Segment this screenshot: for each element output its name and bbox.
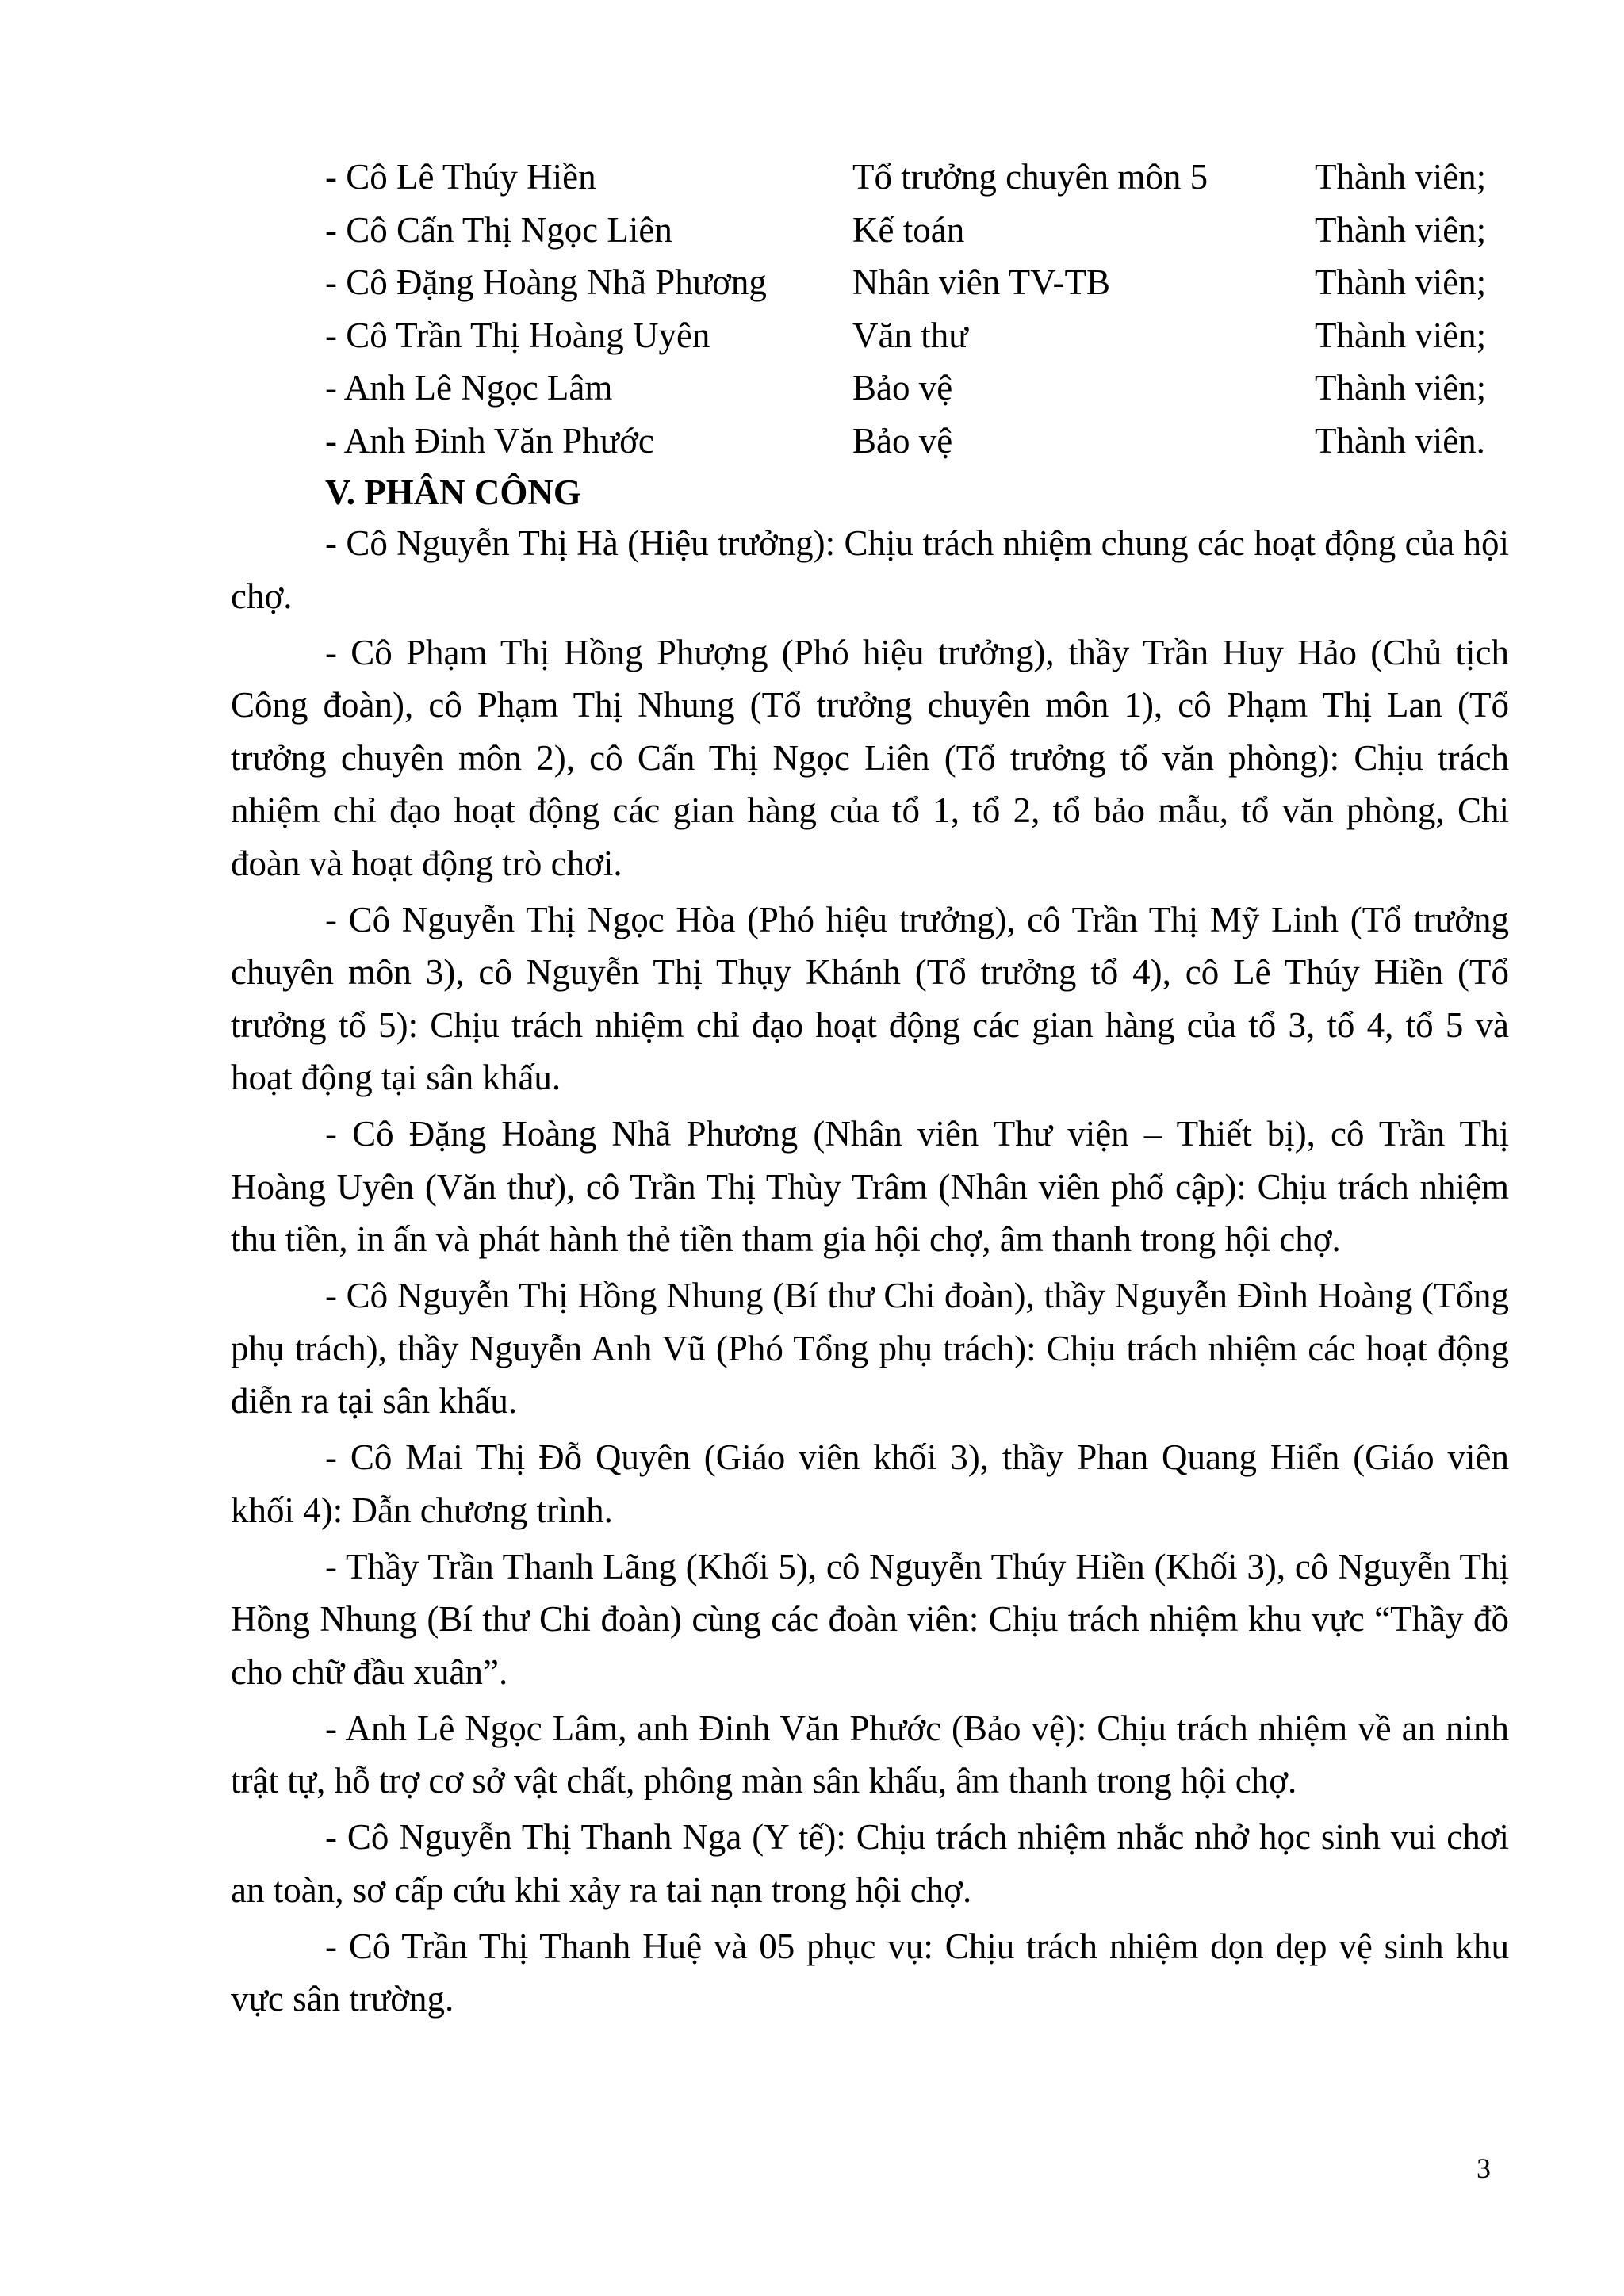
member-row (325, 362, 1515, 415)
assignment-paragraph: - Thầy Trần Thanh Lãng (Khối 5), cô Nguyễn Thúy Hiền (Khối 3), cô Nguyễn Thị Hồng Nhung (Bí thư Chi đoàn) cùng các đoàn viên: Chịu trách nhiệm khu vực “Thầy đồ cho chữ đầu xuân”. (231, 1546, 1509, 1692)
member-role: Kế toán (852, 209, 965, 250)
member-name: - Cô Đặng Hoàng Nhã Phương (325, 262, 767, 302)
assignment-paragraph: - Cô Trần Thị Thanh Huệ và 05 phục vụ: Chịu trách nhiệm dọn dẹp vệ sinh khu vực sân trường. (231, 1926, 1509, 2019)
assignment-paragraph: - Cô Nguyễn Thị Thanh Nga (Y tế): Chịu trách nhiệm nhắc nhở học sinh vui chơi an toàn, sơ cấp cứu khi xảy ra tai nạn trong hội chợ. (231, 1817, 1509, 1910)
member-row (325, 415, 1515, 468)
assignment-paragraph: - Cô Mai Thị Đỗ Quyên (Giáo viên khối 3), thầy Phan Quang Hiển (Giáo viên khối 4): Dẫn chương trình. (231, 1437, 1509, 1530)
member-role: Tổ trưởng chuyên môn 5 (852, 157, 1208, 197)
assignment-paragraph: - Cô Nguyễn Thị Ngọc Hòa (Phó hiệu trưởng), cô Trần Thị Mỹ Linh (Tổ trưởng chuyên môn 3), cô Nguyễn Thị Thụy Khánh (Tổ trưởng tổ 4), cô Lê Thúy Hiền (Tổ trưởng tổ 5): Chịu trách nhiệm chỉ đạo hoạt động các gian hàng của tổ 3, tổ 4, tổ 5 và hoạt động tại sân khấu. (231, 899, 1509, 1097)
member-name: - Cô Cấn Thị Ngọc Liên (325, 209, 672, 250)
assignment-paragraph: - Cô Nguyễn Thị Hồng Nhung (Bí thư Chi đoàn), thầy Nguyễn Đình Hoàng (Tổng phụ trách), thầy Nguyễn Anh Vũ (Phó Tổng phụ trách): Chịu trách nhiệm các hoạt động diễn ra tại sân khấu. (231, 1276, 1509, 1421)
assignment-paragraph: - Cô Đặng Hoàng Nhã Phương (Nhân viên Thư viện – Thiết bị), cô Trần Thị Hoàng Uyên (Văn thư), cô Trần Thị Thùy Trâm (Nhân viên phổ cập): Chịu trách nhiệm thu tiền, in ấn và phát hành thẻ tiền tham gia hội chợ, âm thanh trong hội chợ. (231, 1114, 1509, 1259)
member-name: - Anh Lê Ngọc Lâm (325, 368, 613, 408)
member-row (325, 204, 1515, 257)
assignment-paragraph: - Cô Phạm Thị Hồng Phượng (Phó hiệu trưởng), thầy Trần Huy Hảo (Chủ tịch Công đoàn), cô Phạm Thị Nhung (Tổ trưởng chuyên môn 1), cô Phạm Thị Lan (Tổ trưởng chuyên môn 2), cô Cấn Thị Ngọc Liên (Tổ trưởng tổ văn phòng): Chịu trách nhiệm chỉ đạo hoạt động các gian hàng của tổ 1, tổ 2, tổ bảo mẫu, tổ văn phòng, Chi đoàn và hoạt động trò chơi. (231, 632, 1509, 883)
assignment-list (231, 517, 1509, 2029)
member-status: Thành viên; (1315, 209, 1487, 250)
member-role: Bảo vệ (852, 368, 953, 408)
member-status: Thành viên; (1315, 368, 1487, 408)
member-list (325, 151, 1515, 467)
member-row (325, 151, 1515, 204)
assignment-paragraph: - Anh Lê Ngọc Lâm, anh Đinh Văn Phước (Bảo vệ): Chịu trách nhiệm về an ninh trật tự, hỗ trợ cơ sở vật chất, phông màn sân khấu, âm thanh trong hội chợ. (231, 1708, 1509, 1800)
page-number: 3 (1477, 2152, 1491, 2184)
member-status: Thành viên; (1315, 157, 1487, 197)
member-row (325, 256, 1515, 309)
member-role: Bảo vệ (852, 420, 953, 461)
member-name: - Cô Trần Thị Hoàng Uyên (325, 315, 710, 355)
member-status: Thành viên; (1315, 315, 1487, 355)
member-status: Thành viên; (1315, 262, 1487, 302)
member-role: Văn thư (852, 315, 968, 355)
section-heading: V. PHÂN CÔNG (325, 473, 581, 512)
member-name: - Cô Lê Thúy Hiền (325, 157, 596, 197)
member-row (325, 309, 1515, 362)
member-status: Thành viên. (1315, 420, 1485, 461)
member-role: Nhân viên TV-TB (852, 262, 1110, 302)
member-name: - Anh Đinh Văn Phước (325, 420, 654, 461)
assignment-paragraph: - Cô Nguyễn Thị Hà (Hiệu trưởng): Chịu trách nhiệm chung các hoạt động của hội chợ. (231, 523, 1509, 616)
